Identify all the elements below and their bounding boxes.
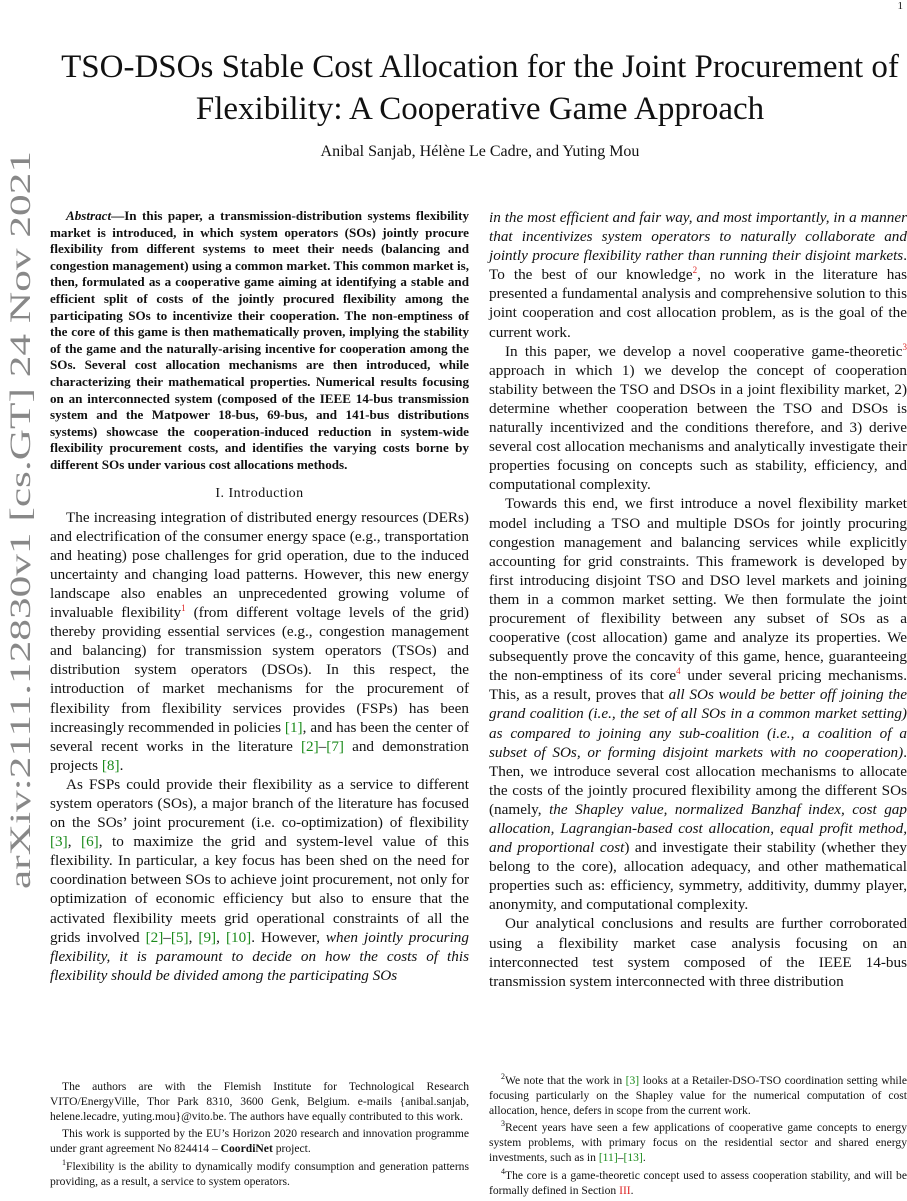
footnote-1: $^1$Flexibility is the ability to dynamically modify consumption and generation patterns providing, as a result, a service to system operators.	[50, 1160, 469, 1190]
page-number: 1	[898, 0, 904, 12]
footnote-2: $^2$We note that the work in [3] looks at a Retailer-DSO-TSO coordination setting while focusing particularly on the Shapley value for the numerical computation of cost allocation, hence, defers in scope from the current work.	[489, 1074, 907, 1118]
intro-paragraph-2: As FSPs could provide their flexibility as a service to different system operators (SOs), a major branch of the literature has focused on the SOs’ joint procurement (i.e. co-optimization) of flexibility [3], [6], to maximize the grid and system-level value of this flexibility. In particular, a key focus has been shed on the need for coordination between SOs to achieve joint procurement, not only for optimization of economic efficiency but also to ensure that the activated flexibility meets grid operational constraints of all the grids involved [2]–[5], [9], [10]. However, when jointly procuring flexibility, it is paramount to decide on how the costs of this flexibility should be divided among the participating SOs	[50, 775, 469, 985]
affiliation-note: The authors are with the Flemish Institute for Technological Research VITO/EnergyVille, Thor Park 8310, 3600 Genk, Belgium. e-mails {anibal.sanjab, helene.lecadre, yuting.mou}@vito.be. The authors have equally contributed to this work.	[50, 1080, 469, 1124]
section-link[interactable]: III	[619, 1184, 631, 1197]
citation-link[interactable]: [2]	[146, 929, 164, 946]
citation-link[interactable]: [9]	[198, 929, 216, 946]
paper-title: TSO-DSOs Stable Cost Allocation for the Joint Procurement of Flexibility: A Cooperative Game Approach	[40, 46, 907, 130]
intro-paragraph-1: The increasing integration of distributed energy resources (DERs) and electrification of the consumer energy space (e.g., transportation and heating) pose challenges for grid operation, due to the induced uncertainty and changing load patterns. However, this new energy landscape also enables an unprecedented growing volume of invaluable flexibility$^1$ (from different voltage levels of the grid) thereby providing essential services (e.g., congestion management and balancing) for transmission system operators (TSOs) and distribution system operators (DSOs). In this respect, the introduction of market mechanisms for the procurement of flexibility from flexibility services provides (FSPs) has been increasingly recommended in policies [1], and has been the center of several recent works in the literature [2]–[7] and demonstration projects [8].	[50, 508, 469, 775]
right-paragraph-2: In this paper, we develop a novel cooperative game-theoretic$^3$ approach in which 1) we develop the concept of cooperation stability between the TSO and DSOs in a joint flexibility market, 2) determine whether cooperation between the TSO and DSOs is naturally incentivized and the conditions therefore, and 3) derive several cost allocation mechanisms and analytically investigate their properties focusing on concepts such as stability, efficiency, and computational complexity.	[489, 342, 907, 495]
right-paragraph-1: in the most efficient and fair way, and most importantly, in a manner that incentivizes system operators to naturally collaborate and jointly procure flexibility rather than running their disjoint markets. To the best of our knowledge$^2$, no work in the literature has presented a fundamental analysis and comprehensive solution to this joint cooperation and cost allocation problem, as is the goal of the current work.	[489, 208, 907, 342]
arxiv-stamp	[0, 150, 40, 890]
citation-link[interactable]: [7]	[326, 738, 344, 755]
citation-link[interactable]: [13]	[624, 1151, 643, 1164]
footnotes-left	[50, 1080, 469, 1193]
left-column	[50, 208, 469, 985]
footnotes-right	[489, 1074, 907, 1201]
funding-note: This work is supported by the EU’s Horizon 2020 research and innovation programme under grant agreement No 824414 – CoordiNet project.	[50, 1127, 469, 1157]
footnote-marker[interactable]: 4	[676, 666, 681, 676]
section-heading-introduction: I. Introduction	[50, 484, 469, 503]
arxiv-stamp-text: arXiv:2111.12830v1 [cs.GT] 24 Nov 2021	[4, 151, 37, 889]
citation-link[interactable]: [3]	[626, 1074, 640, 1087]
footnote-4: $^4$The core is a game-theoretic concept used to assess cooperation stability, and will be formally defined in Section III.	[489, 1169, 907, 1199]
footnote-3: $^3$Recent years have seen a few applications of cooperative game concepts to energy system problems, with primary focus on the residential sector and shared energy investments, such as in [11]–[13].	[489, 1121, 907, 1165]
footnote-marker[interactable]: 2	[693, 265, 698, 275]
authors: Anibal Sanjab, Hélène Le Cadre, and Yuting Mou	[40, 143, 907, 161]
right-column	[489, 208, 907, 991]
citation-link[interactable]: [3]	[50, 833, 68, 850]
citation-link[interactable]: [2]	[301, 738, 319, 755]
right-paragraph-3: Towards this end, we first introduce a novel flexibility market model including a TSO and multiple DSOs for jointly procuring congestion management and balancing services while explicitly accounting for grid constraints. This framework is developed by first introducing disjoint TSO and DSO level markets and joining them in a common market setting. We then formulate the joint procurement of flexibility between any subset of SOs as a cooperative (cost allocation) game and analyze its properties. We subsequently prove the concavity of this game, hence, guaranteeing the non-emptiness of its core$^4$ under several pricing mechanisms. This, as a result, proves that all SOs would be better off joining the grand coalition (i.e., the set of all SOs in a common market setting) as compared to joining any sub-coalition (i.e., a coalition of a subset of SOs, or forming disjoint markets with no cooperation). Then, we introduce several cost allocation mechanisms to allocate the costs of the jointly procured flexibility among the different SOs (namely, the Shapley value, normalized Banzhaf index, cost gap allocation, Lagrangian-based cost allocation, equal profit method, and proportional cost) and investigate their stability (whether they belong to the core), allocation adequacy, and other mathematical properties such as: efficiency, symmetry, additivity, dummy player, anonymity, and computational complexity.	[489, 494, 907, 914]
citation-link[interactable]: [1]	[285, 719, 303, 736]
abstract-text: —In this paper, a transmission-distribution systems flexibility market is introduced, in which system operators (SOs) jointly procure flexibility from different systems to meet their needs (balancing and congestion management) using a common market. This common market is, then, formulated as a cooperative game aiming at identifying a stable and efficient split of costs of the jointly procured flexibility among the participating SOs to incentivize their cooperation. The non-emptiness of the core of this game is then mathematically proven, implying the stability of the game and the naturally-arising incentive for cooperation among the SOs. Several cost allocation mechanisms are then introduced, while characterizing their mathematical properties. Numerical results focusing on an interconnected system (composed of the IEEE 14-bus transmission system and the Matpower 18-bus, 69-bus, and 141-bus distributions systems) showcase the cooperation-induced reduction in system-wide flexibility procurement costs, and identifies the varying costs borne by different SOs under various cost allocations methods.	[50, 208, 469, 472]
citation-link[interactable]: [8]	[102, 757, 120, 774]
citation-link[interactable]: [10]	[226, 929, 251, 946]
citation-link[interactable]: [11]	[599, 1151, 618, 1164]
footnote-marker[interactable]: 1	[181, 603, 186, 613]
footnote-marker[interactable]: 3	[903, 342, 907, 352]
citation-link[interactable]: [6]	[81, 833, 99, 850]
citation-link[interactable]: [5]	[171, 929, 189, 946]
abstract	[50, 208, 469, 474]
right-paragraph-4: Our analytical conclusions and results are further corroborated using a flexibility market case analysis focusing on an interconnected test system composed of the IEEE 14-bus transmission system interconnected with three distribution	[489, 914, 907, 990]
abstract-label: Abstract	[66, 208, 111, 223]
